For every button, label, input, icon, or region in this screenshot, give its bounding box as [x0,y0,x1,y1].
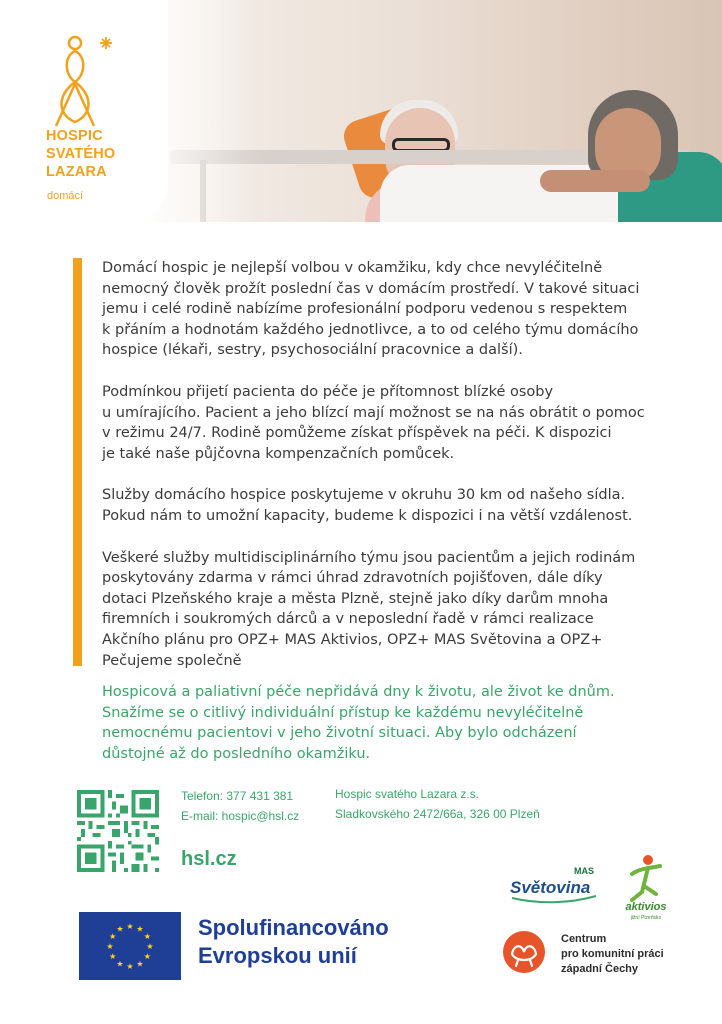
contact-info [181,786,299,826]
svg-text:★: ★ [109,932,117,941]
svg-text:★: ★ [143,932,151,941]
svg-text:★: ★ [116,959,124,969]
main-text [102,258,662,692]
paragraph-intro: Domácí hospic je nejlepší volbou v okamžiku, kdy chce nevyléčitelně nemocný člověk prožít poslední čas v domácím prostředí. V takové situaci jemu i celé rodině nabízíme profesionální podporu vedenou s respektem k přáním a hodnotám každého jednotlivce, a to od celého týmu domácího hospice (lékaři, sestry, psychosociální pracovnice a další). [102,260,640,359]
svg-text:★: ★ [143,952,151,961]
paragraph-admission: Podmínkou přijetí pacienta do péče je přítomnost blízké osoby u umírajícího. Pacient a jeho blízcí mají možnost se na nás obrátit o pomoc v režimu 24/7. Rodině pomůžeme získat příspěvek na péči. K dispozici je také naše půjčovna kompenzačních pomůcek. [102,383,645,462]
highlight-paragraph: Hospicová a paliativní péče nepřidává dny k životu, ale život ke dnům. Snažíme se o citlivý individuální přístup ke každému nevyléčitelně nemocnému pacientovi v jeho životní situaci. Aby bylo odcházení důstojné až do posledního okamžiku. [102,684,615,762]
phone-number[interactable]: Telefon: 377 431 381 [181,789,294,803]
centrum-logo-icon [502,930,546,974]
email-address[interactable]: E-mail: hospic@hsl.cz [181,809,300,823]
svg-text:aktivios: aktivios [625,901,667,913]
svg-text:★: ★ [126,922,134,931]
hero-photo [140,0,722,222]
paragraph-funding: Veškeré služby multidisciplinárního týmu jsou pacientům a jejich rodinám poskytovány zdarma v rámci úhrad zdravotních pojišťoven, dále díky dotaci Plzeňského kraje a města Plzně, stejně jako díky darům mnoha firemních i soukromých dárců a v neposlední řadě v rámci realizace Akčního plánu pro OPZ+ MAS Aktivios, OPZ+ MAS Světovina a OPZ+ Pečujeme společně [102,549,636,669]
logo-panel [0,0,168,222]
hospic-logo-icon [44,34,120,128]
svg-text:★: ★ [136,959,144,969]
logo-subtitle: domácí [47,190,84,202]
paragraph-range: Služby domácího hospice poskytujeme v okruhu 30 km od našeho sídla. Pokud nám to umožní kapacity, budeme k dispozici i na větší vzdálenost. [102,487,633,524]
svetovina-logo-icon [508,862,600,912]
eu-flag-icon [79,912,181,980]
svg-text:★: ★ [109,952,117,961]
logo-name: HOSPIC SVATÉHO LAZARA [46,128,116,180]
aktivios-logo-icon [618,852,674,922]
svg-text:★: ★ [126,962,134,971]
svg-text:★: ★ [136,924,144,934]
centrum-name: Centrum pro komunitní práci západní Čechy [561,933,664,975]
svg-text:MAS: MAS [574,866,594,876]
svg-text:Světovina: Světovina [510,878,591,897]
svg-text:jižní Plzeňsko: jižní Plzeňsko [630,915,662,921]
svg-text:★: ★ [106,942,114,951]
organization-name: Hospic svatého Lazara z.s. [335,787,480,801]
eu-cofunding-text: Spolufinancováno Evropskou unií [198,915,389,968]
header [0,0,722,222]
organization-info [335,784,540,824]
svg-text:★: ★ [116,924,124,934]
svg-text:★: ★ [146,942,154,951]
website-link[interactable]: hsl.cz [181,848,237,870]
organization-address: Sladkovského 2472/66a, 326 00 Plzeň [335,807,540,821]
qr-code-icon[interactable] [77,790,159,872]
accent-bar [73,258,82,666]
